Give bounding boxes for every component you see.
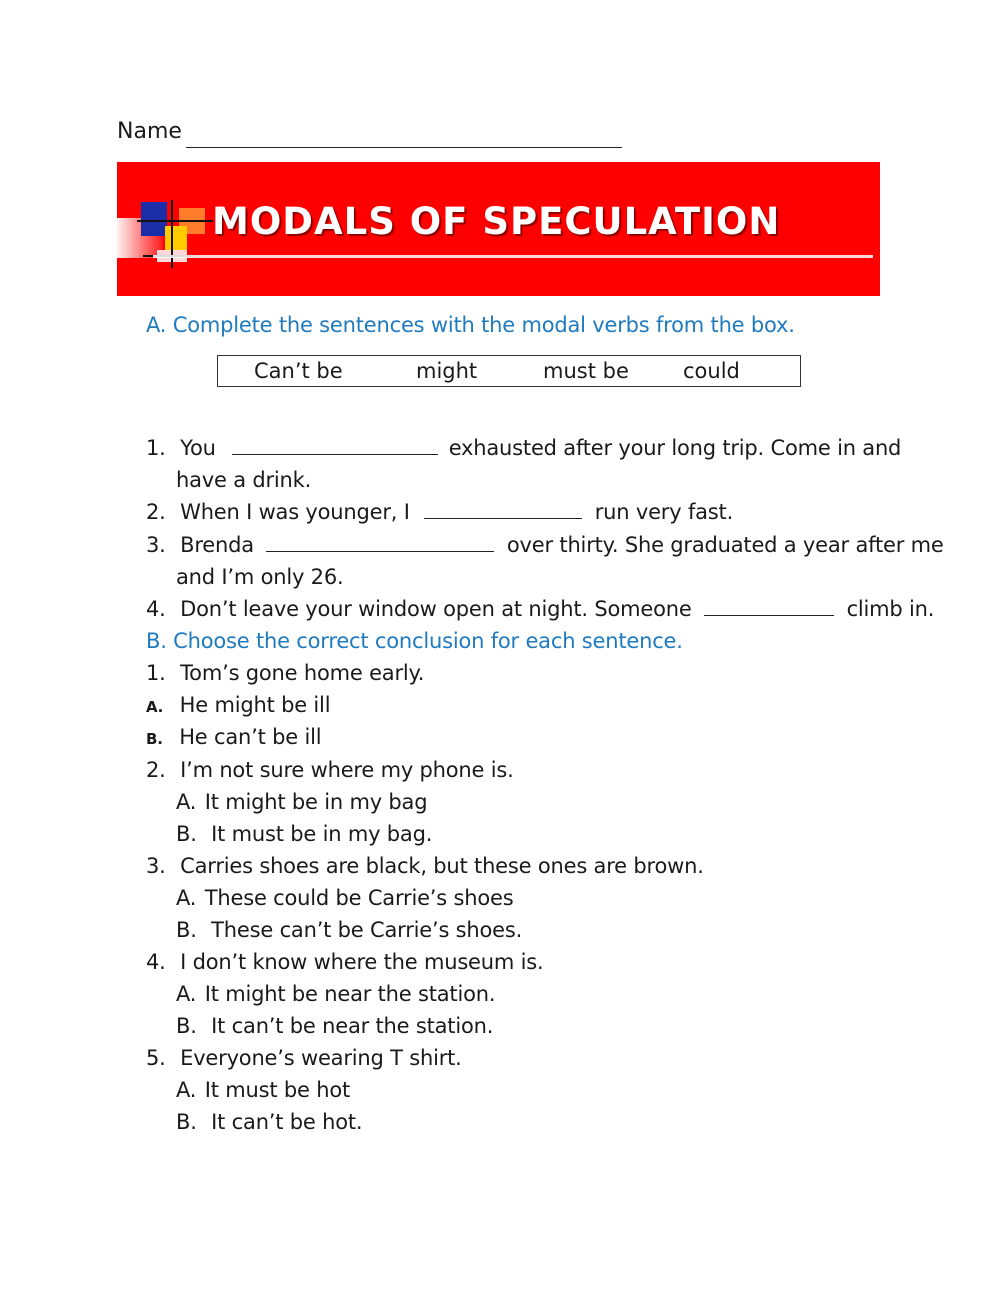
option-letter: B. — [176, 1014, 197, 1038]
item-number: 3. — [146, 533, 166, 557]
option-text: It might be in my bag — [204, 790, 428, 814]
option-letter: A. — [146, 698, 164, 716]
question-1 — [146, 657, 424, 689]
answer-blank[interactable] — [232, 432, 438, 455]
answer-blank[interactable] — [266, 529, 494, 552]
answer-option[interactable] — [146, 689, 330, 723]
exercise-item-4 — [146, 593, 934, 625]
word-box-item: must be — [543, 359, 629, 383]
item-text: Don’t leave your window open at night. Someone — [180, 597, 692, 621]
answer-option[interactable] — [176, 1074, 350, 1106]
option-letter: A. — [176, 982, 197, 1006]
answer-option[interactable] — [176, 914, 522, 946]
option-text: It might be near the station. — [204, 982, 496, 1006]
question-5 — [146, 1042, 462, 1074]
item-number: 4. — [146, 597, 166, 621]
option-letter: A. — [176, 1078, 197, 1102]
option-letter: B. — [176, 1110, 197, 1134]
item-text: run very fast. — [594, 500, 734, 524]
item-text: over thirty. She graduated a year after me — [506, 533, 944, 557]
question-number: 3. — [146, 854, 166, 878]
banner-underline — [153, 255, 873, 258]
section-b-instruction: B. Choose the correct conclusion for each sentence. — [146, 629, 683, 653]
option-text: These can’t be Carrie’s shoes. — [211, 918, 523, 942]
item-text: climb in. — [846, 597, 935, 621]
option-text: It can’t be near the station. — [211, 1014, 494, 1038]
item-continuation: and I’m only 26. — [176, 565, 344, 589]
item-text: You — [180, 436, 216, 460]
answer-option[interactable] — [176, 882, 513, 914]
name-row — [117, 116, 622, 148]
name-label: Name — [117, 119, 182, 144]
option-text: It must be hot — [204, 1078, 351, 1102]
word-box-item: could — [683, 359, 740, 383]
exercise-item-3 — [146, 529, 944, 561]
answer-option[interactable] — [146, 721, 321, 755]
title-banner — [117, 162, 880, 296]
answer-blank[interactable] — [704, 593, 834, 616]
question-2 — [146, 754, 514, 786]
question-text: Everyone’s wearing T shirt. — [180, 1046, 462, 1070]
banner-decoration — [141, 202, 167, 236]
item-text: exhausted after your long trip. Come in and — [448, 436, 902, 460]
name-field[interactable] — [186, 121, 622, 148]
answer-option[interactable] — [176, 1106, 362, 1138]
option-letter: B. — [146, 730, 163, 748]
answer-option[interactable] — [176, 1010, 493, 1042]
item-text: Brenda — [180, 533, 254, 557]
item-continuation: have a drink. — [176, 468, 312, 492]
option-text: He can’t be ill — [179, 725, 322, 749]
option-text: It must be in my bag. — [211, 822, 433, 846]
option-text: It can’t be hot. — [211, 1110, 363, 1134]
question-text: Tom’s gone home early. — [180, 661, 425, 685]
item-number: 2. — [146, 500, 166, 524]
exercise-item-1 — [146, 432, 901, 464]
option-text: He might be ill — [179, 693, 331, 717]
word-box — [217, 355, 801, 387]
question-text: I don’t know where the museum is. — [180, 950, 544, 974]
word-box-item: Can’t be — [254, 359, 343, 383]
question-text: I’m not sure where my phone is. — [180, 758, 514, 782]
banner-decoration — [137, 220, 213, 222]
option-letter: A. — [176, 886, 197, 910]
question-text: Carries shoes are black, but these ones are brown. — [180, 854, 704, 878]
question-number: 2. — [146, 758, 166, 782]
option-letter: B. — [176, 918, 197, 942]
option-text: These could be Carrie’s shoes — [204, 886, 514, 910]
question-number: 4. — [146, 950, 166, 974]
item-text: When I was younger, I — [180, 500, 410, 524]
option-letter: B. — [176, 822, 197, 846]
question-3 — [146, 850, 704, 882]
question-number: 1. — [146, 661, 166, 685]
answer-option[interactable] — [176, 978, 495, 1010]
exercise-item-2 — [146, 496, 733, 528]
question-4 — [146, 946, 543, 978]
section-a-instruction: A. Complete the sentences with the modal verbs from the box. — [146, 313, 795, 337]
item-number: 1. — [146, 436, 166, 460]
word-box-item: might — [416, 359, 478, 383]
answer-option[interactable] — [176, 786, 427, 818]
question-number: 5. — [146, 1046, 166, 1070]
option-letter: A. — [176, 790, 197, 814]
answer-option[interactable] — [176, 818, 432, 850]
page-title: MODALS OF SPECULATION — [212, 200, 781, 243]
answer-blank[interactable] — [424, 496, 582, 519]
